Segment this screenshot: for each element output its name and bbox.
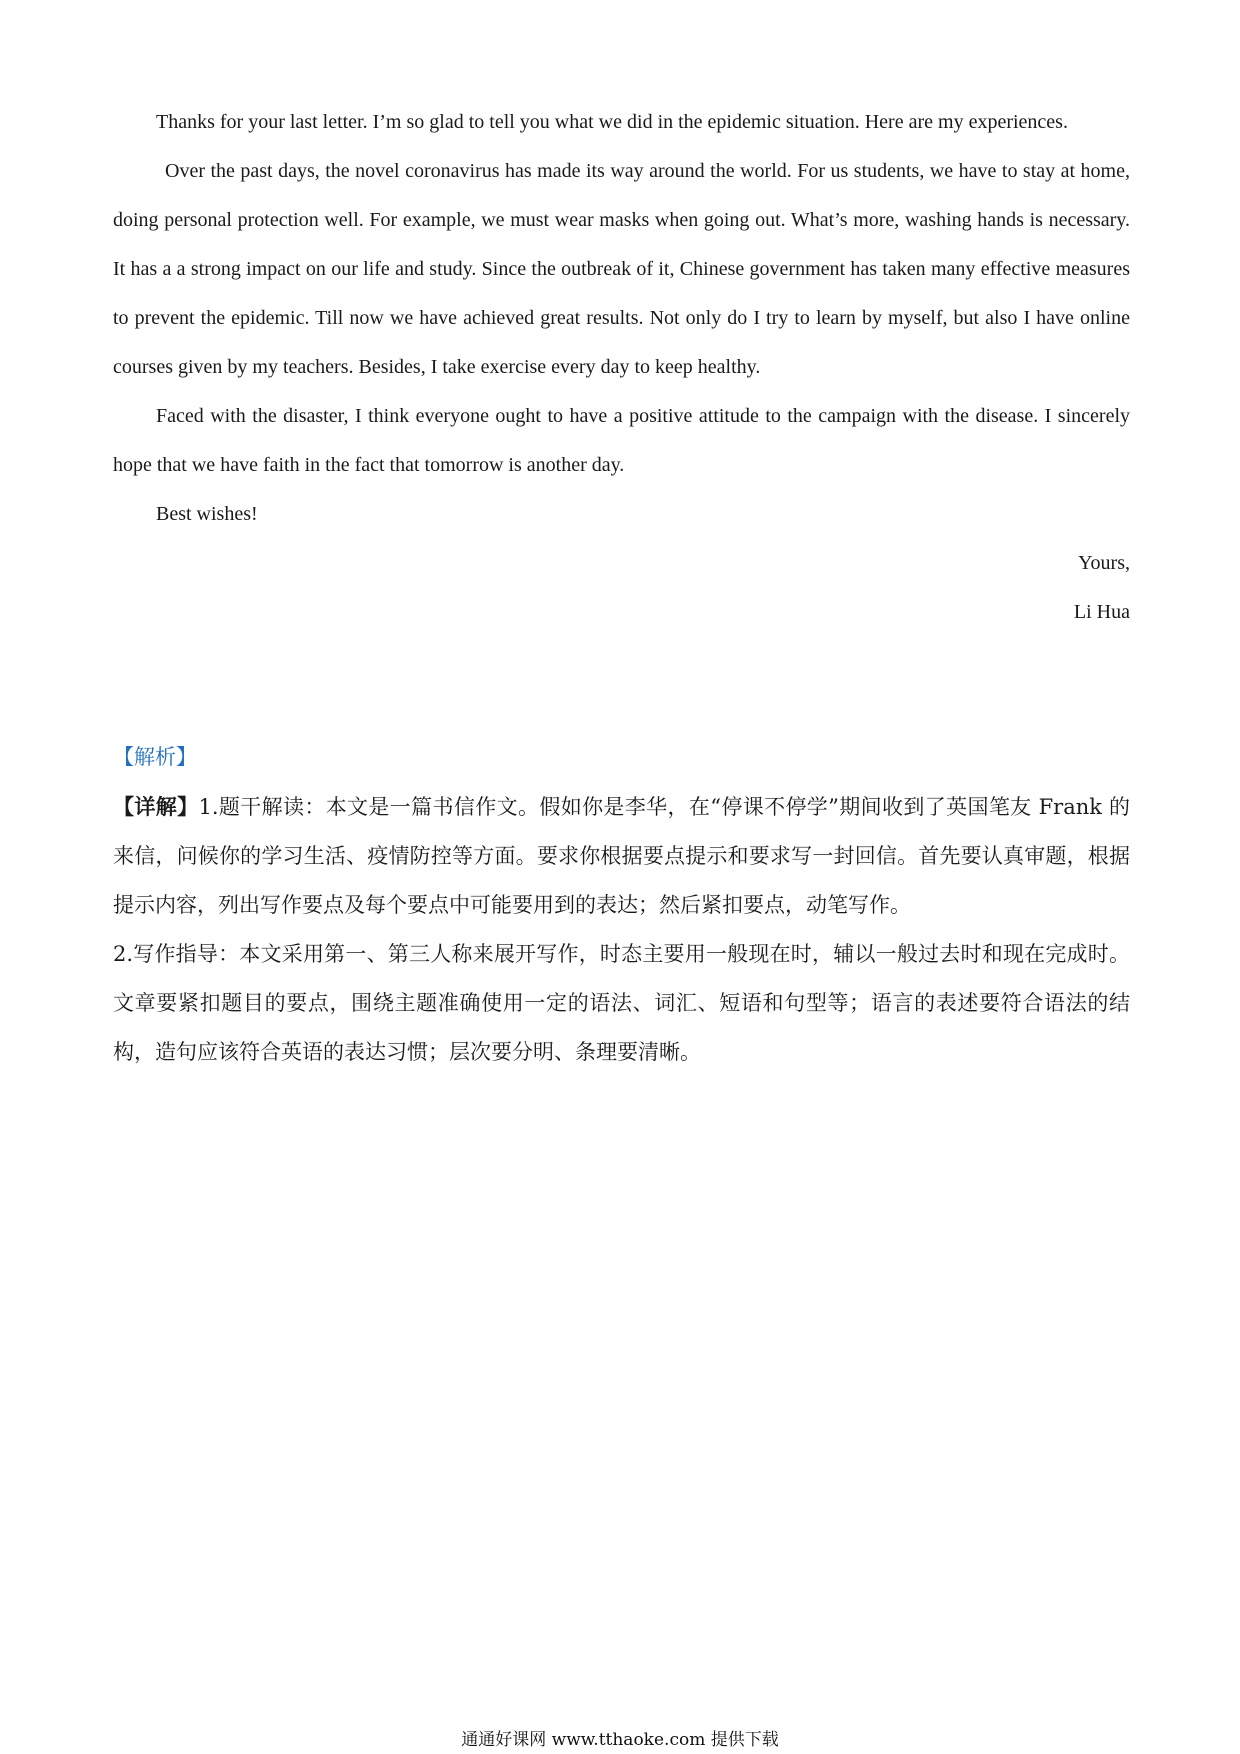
analysis-section bbox=[113, 733, 1130, 1077]
letter-paragraph-3: Faced with the disaster, I think everyone ought to have a positive attitude to the campaign with the disease. I sincerely hope that we have faith in the fact that tomorrow is another day. bbox=[113, 405, 1130, 476]
letter-signoff: Yours, bbox=[1078, 552, 1130, 574]
analysis-point-2: 2.写作指导：本文采用第一、第三人称来展开写作，时态主要用一般现在时，辅以一般过去时和现在完成时。文章要紧扣题目的要点，围绕主题准确使用一定的语法、词汇、短语和句型等；语言的表述要符合语法的结构，造句应该符合英语的表达习惯；层次要分明、条理要清晰。 bbox=[113, 942, 1130, 1064]
detail-label: 【详解】 bbox=[113, 794, 199, 819]
page-footer: 通通好课网 www.tthaoke.com 提供下载 bbox=[461, 1730, 779, 1750]
letter-paragraph-2: Over the past days, the novel coronavirus has made its way around the world. For us students, we have to stay at home, doing personal protection well. For example, we must wear masks when going out. What’s more, washing hands is necessary. It has a a strong impact on our life and study. Since the outbreak of it, Chinese government has taken many effective measures to prevent the epidemic. Till now we have achieved great results. Not only do I try to learn by myself, but also I have online courses given by my teachers. Besides, I take exercise every day to keep healthy. bbox=[113, 160, 1130, 378]
letter-paragraph-1: Thanks for your last letter. I’m so glad to tell you what we did in the epidemic situation. Here are my experiences. bbox=[156, 111, 1068, 133]
analysis-point-1-text: 1.题干解读：本文是一篇书信作文。假如你是李华，在“停课不停学”期间收到了英国笔友 Frank 的来信，问候你的学习生活、疫情防控等方面。要求你根据要点提示和要求写一封回信。首先要认真审题，根据提示内容，列出写作要点及每个要点中可能要用到的表达；然后紧扣要点，动笔写作。 bbox=[113, 795, 1131, 917]
analysis-point-1 bbox=[113, 782, 1130, 930]
letter-signature: Li Hua bbox=[1073, 601, 1130, 623]
letter-body bbox=[113, 98, 1130, 637]
letter-closing: Best wishes! bbox=[156, 503, 258, 525]
analysis-title: 【解析】 bbox=[113, 745, 197, 769]
